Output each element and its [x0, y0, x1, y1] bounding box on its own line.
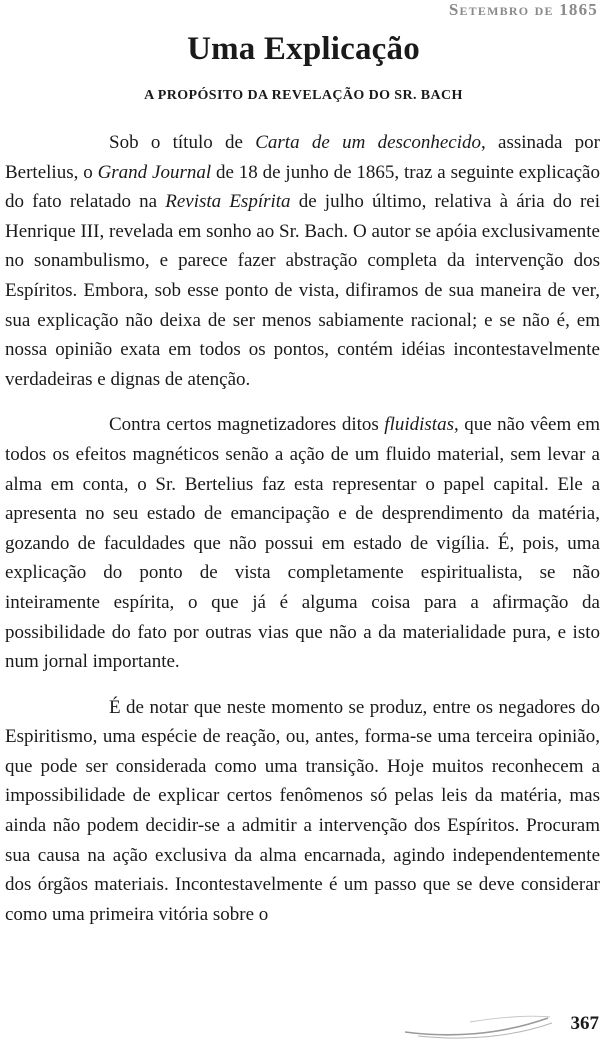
body-text-run: É de notar que neste momento se produz, entre os negadores do Espiritismo, uma espécie de reação, ou, antes, forma-se uma terceira opinião, que pode ser considerada como uma transição. Hoje muitos reconhecem a impossibilidade de explicar certos fenômenos só pelas leis da matéria, mas ainda não podem decidir-se a admitir a intervenção dos Espíritos. Procuram sua causa na ação exclusiva da alma encarnada, agindo independentemente dos órgãos materiais. Incontestavelmente é um passo que se deve considerar como uma primeira vitória sobre o	[5, 696, 600, 925]
body-text-run: , que não vêem em todos os efeitos magnéticos senão a ação de um fluido material, sem levar a alma em conta, o Sr. Bertelius faz esta representar o papel capital. Ele a apresenta no seu estado de emancipação e de desprendimento da matéria, gozando de faculdades que não possui em estado de vigília. É, pois, uma explicação do ponto de vista completamente espiritualista, se não inteiramente espírita, o que já é alguma coisa para a afirmação da possibilidade do fato por outras vias que não a da materialidade pura, e isto num jornal importante.	[5, 414, 600, 673]
body-text-run: de 18 de junho de 1865, traz a seguinte explicação do fato relatado na	[5, 161, 600, 213]
paragraph	[5, 693, 600, 930]
body-text-run: Sob o título de	[109, 132, 256, 153]
swoosh-ornament	[0, 1002, 560, 1043]
article-subtitle: A PROPÓSITO DA REVELAÇÃO DO SR. BACH	[144, 88, 463, 103]
italic-text: Grand Journal	[97, 161, 212, 183]
body-text-run: , assinada por Bertelius, o	[5, 132, 600, 183]
running-header: Setembro de 1865	[448, 0, 598, 19]
paragraph	[5, 410, 600, 676]
body-text-run: de julho último, relativa à ária do rei Henrique III, revelada em sonho ao Sr. Bach. O autor se apóia exclusivamente no sonambulismo, e parece fazer abstração completa da intervenção dos Espíritos. Embora, sob esse ponto de vista, difiramos de sua maneira de ver, sua explicação não deixa de ser menos sabiamente racional; e se não é, em nossa opinião exata em todos os pontos, contém idéias incontestavelmente verdadeiras e dignas de atenção.	[5, 191, 601, 390]
paragraph	[5, 128, 600, 394]
italic-text: fluidistas	[384, 414, 454, 436]
italic-text: Carta de um desconhecido	[255, 132, 481, 153]
page-footer	[0, 1002, 607, 1043]
italic-text: Revista Espírita	[165, 191, 291, 213]
article-body	[5, 128, 600, 929]
body-text-run: Contra certos magnetizadores ditos	[109, 414, 385, 436]
page-number: 367	[570, 1013, 599, 1034]
article-title: Uma Explicação	[187, 31, 420, 67]
